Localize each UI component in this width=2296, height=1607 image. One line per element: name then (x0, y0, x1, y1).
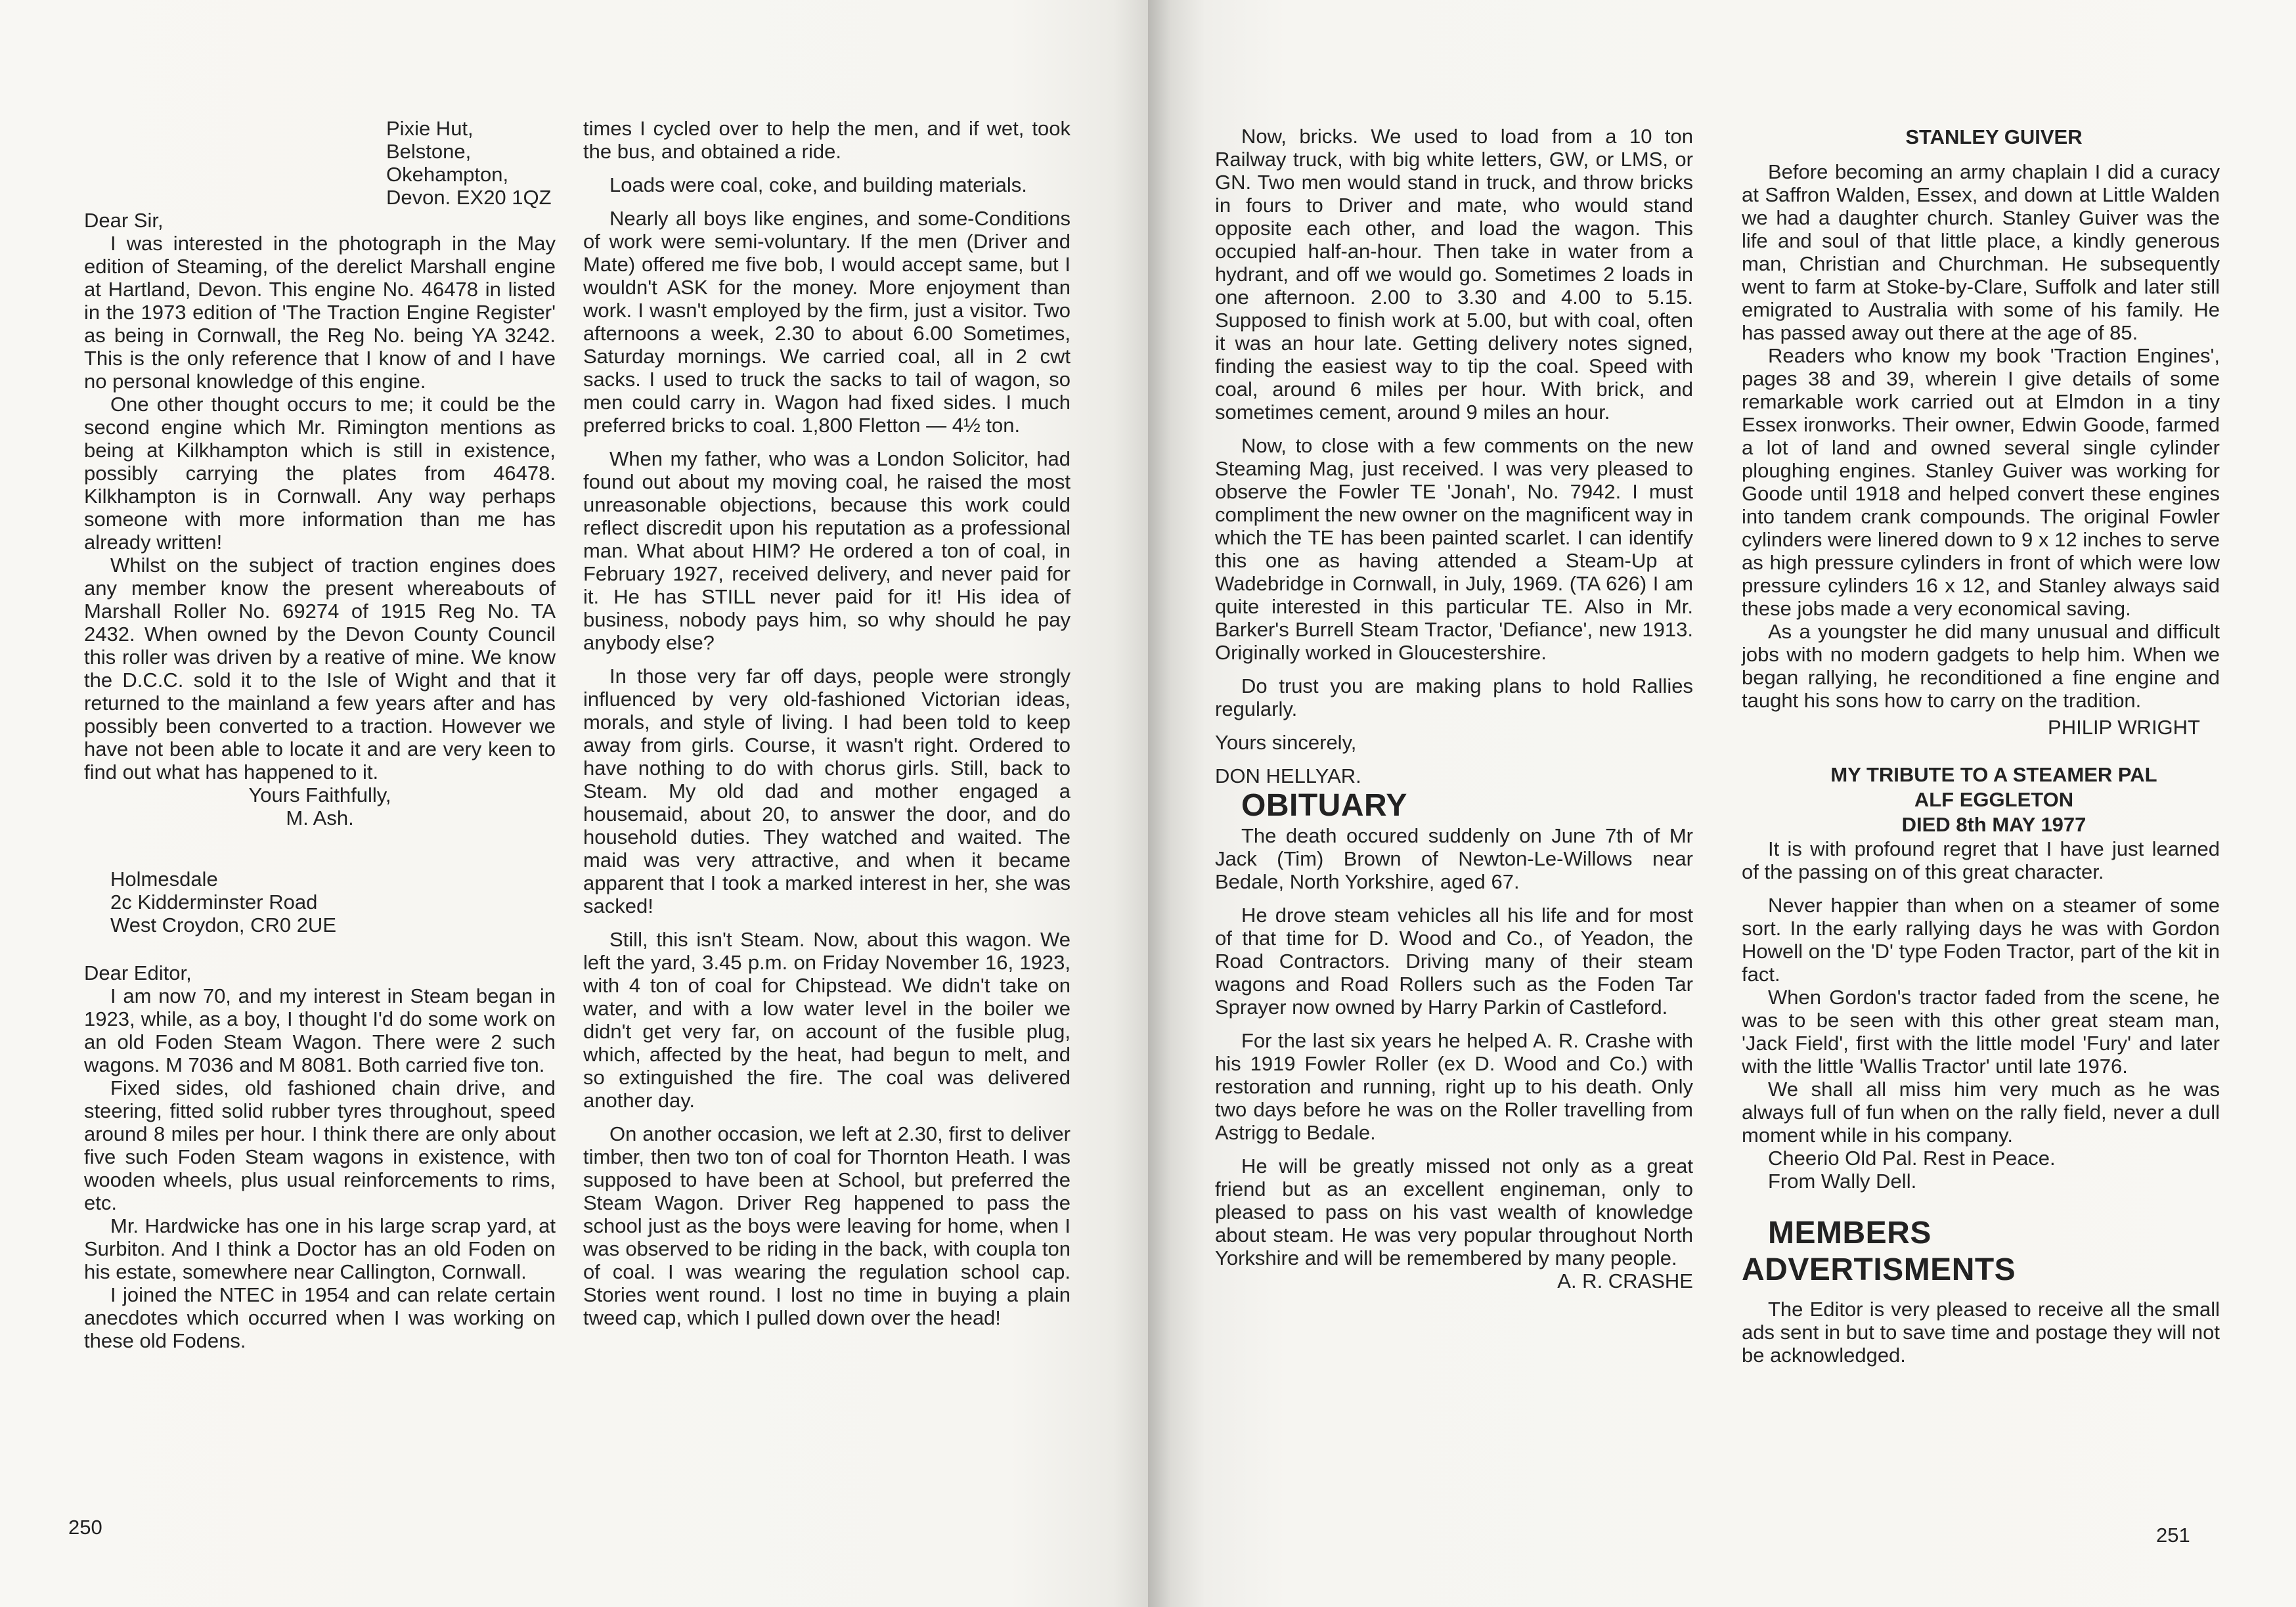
section-heading: STANLEY GUIVER (1905, 125, 2083, 148)
address-line: West Croydon, CR0 2UE (110, 914, 336, 936)
right-column-1 (1215, 125, 1693, 1292)
paragraph: Readers who know my book 'Traction Engines', pages 38 and 39, wherein I give details of some remarkable work carried out at Elmdon in a tiny Essex ironworks. Their owner, Edwin Goode, farmed a lot of land and owned several single cylinder ploughing engines. Stanley Guiver was working for Goode until 1918 and helped convert these engines into tandem crank compounds. The original Fowler cylinders were linered down to 9 x 12 inches to serve as high pressure cylinders in front of which were low pressure cylinders 16 x 12, and Stanley always said these jobs made a very economical saving. (1742, 344, 2220, 620)
left-column-2 (583, 117, 1071, 1329)
signature: A. R. CRASHE (1557, 1269, 1693, 1292)
paragraph: In those very far off days, people were strongly influenced by very old-fashioned Victorian ideas, morals, and style of living. I had been told to keep away from girls. Course, it wasn't right. Ordered to have nothing to do with chorus girls. Still, back to Steam. My old dad and mother engaged a housemaid, about 20, to answer the door, and do household duties. They watched and waited. The maid was very attractive, and when it became apparent that I took a marked interest in her, she was sacked! (583, 665, 1071, 917)
paragraph: As a youngster he did many unusual and difficult jobs with no modern gadgets to help him. When we began rallying, he reconditioned a fine engine and taught his sons how to carry on the tradition. (1742, 620, 2220, 712)
paragraph: When Gordon's tractor faded from the scene, he was to be seen with this other great steam man, 'Jack Field', first with the little model 'Fury' and later with the little 'Wallis Tractor' until late 1976. (1742, 986, 2220, 1078)
obituary-heading: OBITUARY (1241, 788, 1407, 823)
paragraph: From Wally Dell. (1768, 1170, 1917, 1193)
paragraph: Nearly all boys like engines, and some-Conditions of work were semi-voluntary. If the men (Driver and Mate) offered me five bob, I would accept same, but I wouldn't ASK for the money. More enjoyment than work. I wasn't employed by the firm, just a visitor. Two afternoons a week, 2.30 to about 6.00 Sometimes, Saturday mornings. We carried coal, all in 2 cwt sacks. I used to truck the sacks to tail of wagon, so men could carry in. Wagon had fixed sides. I much preferred bricks to coal. 1,800 Fletton — 4½ ton. (583, 207, 1071, 437)
tribute-name: ALF EGGLETON (1914, 788, 2074, 811)
address-line: Holmesdale (110, 868, 218, 891)
paragraph: It is with profound regret that I have just learned of the passing on of this great character. (1742, 837, 2220, 883)
paragraph: I was interested in the photograph in the May edition of Steaming, of the derelict Marshall engine at Hartland, Devon. This engine No. 46478 in listed in the 1973 edition of 'The Traction Engine Register' as being in Cornwall, the Reg No. being YA 3242. This is the only reference that I know of and I have no personal knowledge of this engine. (84, 232, 556, 393)
paragraph: He will be greatly missed not only as a great friend but as an excellent engineman, only to pleased to pass on his vast wealth of knowledge about steam. He was very popular throughout North Yorkshire and will be remembered by many people. (1215, 1155, 1693, 1269)
closing: Yours sincerely, (1215, 731, 1357, 754)
address-line: Pixie Hut, (386, 117, 474, 140)
left-column-1 (84, 117, 556, 1352)
right-page (1148, 0, 2296, 1607)
salutation: Dear Sir, (84, 209, 164, 232)
paragraph: The Editor is very pleased to receive all the small ads sent in but to save time and postage they will not be acknowledged. (1742, 1298, 2220, 1367)
address-line: 2c Kidderminster Road (110, 891, 318, 914)
signature: DON HELLYAR. (1215, 764, 1361, 787)
paragraph: He drove steam vehicles all his life and for most of that time for D. Wood and Co., of Yeadon, the Road Contractors. Driving many of their steam wagons and Road Rollers such as the Foden Tar Sprayer now owned by Harry Parkin of Castleford. (1215, 904, 1693, 1019)
tribute-heading: MY TRIBUTE TO A STEAMER PAL (1830, 763, 2157, 786)
salutation: Dear Editor, (84, 961, 192, 984)
paragraph: On another occasion, we left at 2.30, first to deliver timber, then two ton of coal for Thornton Heath. I was supposed to have been at School, but preferred the Steam Wagon. Driver Reg happened to pass the school just as the boys were leaving for home, when I was observed to be riding in the back, with coupla ton of coal. I was wearing the regulation school cap. Stories went round. I lost no time in buying a plain tweed cap, which I pulled down over the head! (583, 1122, 1071, 1329)
paragraph: times I cycled over to help the men, and if wet, took the bus, and obtained a ride. (583, 117, 1071, 163)
paragraph: Whilst on the subject of traction engines does any member know the present whereabouts of Marshall Roller No. 69274 of 1915 Reg No. TA 2432. When owned by the Devon County Council this roller was driven by a reative of mine. We know the D.C.C. sold it to the Isle of Wight and that it returned to the mainland a few years after and has possibly been converted to a traction. However we have not been able to locate it and are very keen to find out what has happened to it. (84, 554, 556, 783)
paragraph: Before becoming an army chaplain I did a curacy at Saffron Walden, Essex, and down at Little Walden we had a daughter church. Stanley Guiver was the life and soul of that little place, a kindly generous man, Christian and Churchman. He subsequently went to farm at Stoke-by-Clare, Suffolk and later still emigrated to Australia with some of his family. He has passed away out there at the age of 85. (1742, 160, 2220, 344)
paragraph: Mr. Hardwicke has one in his large scrap yard, at Surbiton. And I think a Doctor has an old Foden on his estate, somewhere near Callington, Cornwall. (84, 1214, 556, 1283)
paragraph: I joined the NTEC in 1954 and can relate certain anecdotes which occurred when I was working on these old Fodens. (84, 1283, 556, 1352)
address-line: Belstone, (386, 140, 472, 163)
paragraph: One other thought occurs to me; it could be the second engine which Mr. Rimington mentions as being at Kilkhampton which is still in existence, possibly carrying the plates from 46478. Kilkhampton is in Cornwall. Any way perhaps someone with more information than me has already written! (84, 393, 556, 554)
paragraph: Now, to close with a few comments on the new Steaming Mag, just received. I was very pleased to observe the Fowler TE 'Jonah', No. 7942. I must compliment the new owner on the magnificent way in which the TE has been painted scarlet. I can identify this one as having attended a Steam-Up at Wadebridge in Cornwall, in July, 1969. (TA 626) I am quite interested in this particular TE. Also in Mr. Barker's Burrell Steam Tractor, 'Defiance', new 1913. Originally worked in Gloucestershire. (1215, 434, 1693, 664)
paragraph: Still, this isn't Steam. Now, about this wagon. We left the yard, 3.45 p.m. on Friday November 16, 1923, with 4 ton of coal for Chipstead. We didn't take on water, and with a low water level in the boiler we didn't get very far, on account of the fusible plug, which, affected by the heat, had begun to melt, and so extinguished the fire. The coal was delivered another day. (583, 928, 1071, 1112)
address-line: Okehampton, (386, 163, 509, 186)
tribute-date: DIED 8th MAY 1977 (1901, 813, 2086, 836)
paragraph: Fixed sides, old fashioned chain drive, and steering, fitted solid rubber tyres throughout, speed around 8 miles per hour. I think there are only about five such Foden Steam wagons in existence, with wooden wheels, plus usual reinforcements to rims, etc. (84, 1076, 556, 1214)
page-number: 251 (2156, 1524, 2190, 1547)
page-number: 250 (68, 1516, 102, 1539)
signature: M. Ash. (286, 806, 354, 829)
members-heading: MEMBERS ADVERTISMENTS (1742, 1216, 2016, 1287)
paragraph: When my father, who was a London Solicitor, had found out about my moving coal, he raised the most unreasonable objections, because this work could reflect discredit upon his reputation as a professional man. What about HIM? He ordered a ton of coal, in February 1927, received delivery, and never paid for it. He has STILL never paid for it! His idea of business, nobody pays him, so why should he pay anybody else? (583, 447, 1071, 654)
paragraph: Now, bricks. We used to load from a 10 ton Railway truck, with big white letters, GW, or LMS, or GN. Two men would stand in truck, and throw bricks in fours to Driver and mate, who would stand opposite each other, and load the wagon. This occupied half-an-hour. Then take in water from a hydrant, and off we would go. Sometimes 2 loads in one afternoon. 2.00 to 3.30 and 4.00 to 5.15. Supposed to finish work at 5.00, but with coal, often it was an hour late. Getting delivery notes signed, finding the easiest way to tip the coal. Speed with coal, around 6 miles per hour. With brick, and sometimes cement, around 9 miles an hour. (1215, 125, 1693, 424)
paragraph: For the last six years he helped A. R. Crashe with his 1919 Fowler Roller (ex D. Wood and Co.) with restoration and running, right up to his death. Only two days before he was on the Roller travelling from Astrigg to Bedale. (1215, 1029, 1693, 1144)
paragraph: I am now 70, and my interest in Steam began in 1923, while, as a boy, I thought I'd do some work on an old Foden Steam Wagon. There were 2 such wagons. M 7036 and M 8081. Both carried five ton. (84, 984, 556, 1076)
signature: PHILIP WRIGHT (2048, 716, 2200, 739)
right-column-2 (1742, 125, 2220, 1367)
paragraph: Loads were coal, coke, and building materials. (609, 173, 1027, 196)
address-line: Devon. EX20 1QZ (386, 186, 552, 209)
paragraph: Never happier than when on a steamer of some sort. In the early rallying days he was with Gordon Howell on the 'D' type Foden Tractor, part of the kit in fact. (1742, 894, 2220, 986)
paragraph: Cheerio Old Pal. Rest in Peace. (1768, 1147, 2056, 1170)
paragraph: We shall all miss him very much as he was always full of fun when on the rally field, never a dull moment while in his company. (1742, 1078, 2220, 1147)
paragraph: The death occured suddenly on June 7th of Mr Jack (Tim) Brown of Newton-Le-Willows near Bedale, North Yorkshire, aged 67. (1215, 824, 1693, 893)
paragraph: Do trust you are making plans to hold Rallies regularly. (1215, 674, 1693, 720)
closing: Yours Faithfully, (248, 783, 391, 806)
